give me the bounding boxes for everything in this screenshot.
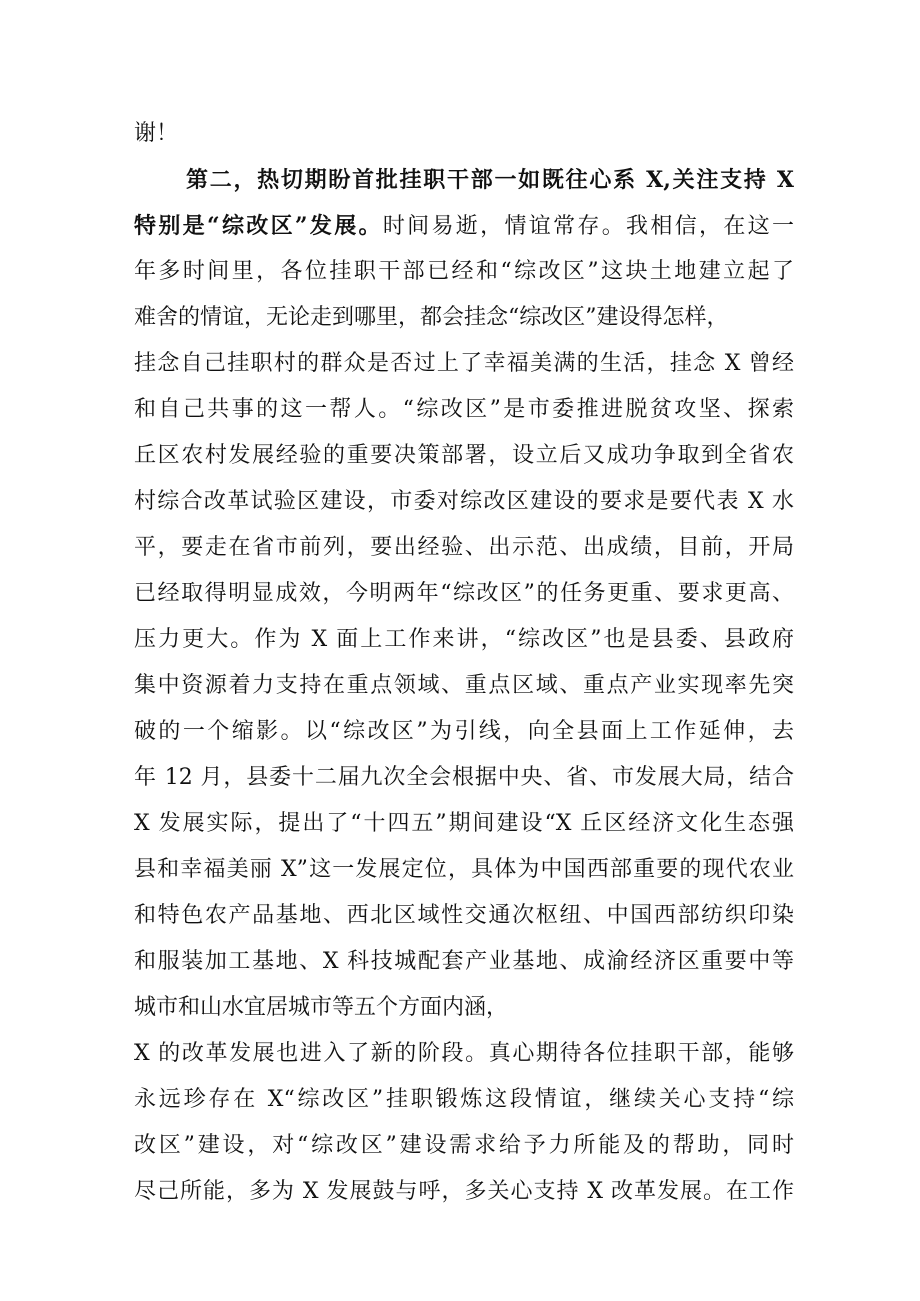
line-text: 难舍的情谊，无论走到哪里，都会挂念“综改区”建设得怎样， bbox=[134, 305, 729, 330]
line-text: 集中资源着力支持在重点领域、重点区域、重点产业实现率先突 bbox=[134, 673, 794, 698]
text-line bbox=[134, 528, 794, 568]
line-text: 城市和山水宜居城市等五个方面内涵， bbox=[134, 995, 509, 1020]
paragraph-heading-line bbox=[186, 160, 794, 200]
text-line bbox=[134, 298, 794, 338]
text-line bbox=[134, 344, 794, 384]
text-line bbox=[134, 574, 794, 614]
heading-text: 第二，热切期盼首批挂职干部一如既往心系 X,关注支持 X bbox=[186, 167, 794, 193]
text-line bbox=[134, 1172, 794, 1212]
line-text: 和自己共事的这一帮人。“综改区”是市委推进脱贫攻坚、探索 bbox=[134, 397, 794, 422]
text-line bbox=[134, 1034, 794, 1074]
line-text: 压力更大。作为 X 面上工作来讲，“综改区”也是县委、县政府 bbox=[134, 627, 794, 652]
line-text: 和特色农产品基地、西北区域性交通次枢纽、中国西部纺织印染 bbox=[134, 903, 794, 928]
text-line bbox=[134, 896, 794, 936]
line-text: 尽己所能，多为 X 发展鼓与呼，多关心支持 X 改革发展。在工作 bbox=[134, 1179, 794, 1204]
line-text: 村综合改革试验区建设，市委对综改区建设的要求是要代表 X 水 bbox=[134, 489, 794, 514]
line-text: 年 12 月，县委十二届九次全会根据中央、省、市发展大局，结合 bbox=[134, 765, 794, 790]
text-line bbox=[134, 114, 794, 154]
line-text: X 的改革发展也进入了新的阶段。真心期待各位挂职干部，能够 bbox=[134, 1041, 794, 1066]
line-text: 和服装加工基地、X 科技城配套产业基地、成渝经济区重要中等 bbox=[134, 949, 794, 974]
line-text: 已经取得明显成效，今明两年“综改区”的任务更重、要求更高、 bbox=[134, 581, 794, 606]
text-line bbox=[134, 988, 794, 1028]
line-text: 时间易逝，情谊常存。我相信，在这一 bbox=[382, 214, 794, 239]
text-line bbox=[134, 850, 794, 890]
text-line bbox=[134, 666, 794, 706]
text-line bbox=[134, 1126, 794, 1166]
text-line bbox=[134, 758, 794, 798]
text-line bbox=[134, 252, 794, 292]
line-text: X 发展实际，提出了“十四五”期间建设“X 丘区经济文化生态强 bbox=[134, 811, 794, 836]
heading-text: 特别是“综改区”发展。 bbox=[134, 213, 383, 239]
text-line bbox=[134, 482, 794, 522]
line-text: 县和幸福美丽 X”这一发展定位，具体为中国西部重要的现代农业 bbox=[134, 857, 794, 882]
line-text: 丘区农村发展经验的重要决策部署，设立后又成功争取到全省农 bbox=[134, 443, 794, 468]
text-line bbox=[134, 804, 794, 844]
text-line bbox=[134, 390, 794, 430]
line-text: 年多时间里，各位挂职干部已经和“综改区”这块土地建立起了 bbox=[134, 259, 794, 284]
text-line bbox=[134, 712, 794, 752]
line-text: 改区”建设，对“综改区”建设需求给予力所能及的帮助，同时 bbox=[134, 1133, 794, 1158]
text-line bbox=[134, 206, 794, 246]
line-text: 挂念自己挂职村的群众是否过上了幸福美满的生活，挂念 X 曾经 bbox=[134, 351, 794, 376]
line-text: 谢！ bbox=[134, 121, 179, 146]
text-line bbox=[134, 942, 794, 982]
text-line bbox=[134, 1080, 794, 1120]
line-text: 永远珍存在 X“综改区”挂职锻炼这段情谊，继续关心支持“综 bbox=[134, 1087, 794, 1112]
text-line bbox=[134, 620, 794, 660]
line-text: 破的一个缩影。以“综改区”为引线，向全县面上工作延伸，去 bbox=[134, 719, 794, 744]
line-text: 平，要走在省市前列，要出经验、出示范、出成绩，目前，开局 bbox=[134, 535, 794, 560]
text-line bbox=[134, 436, 794, 476]
